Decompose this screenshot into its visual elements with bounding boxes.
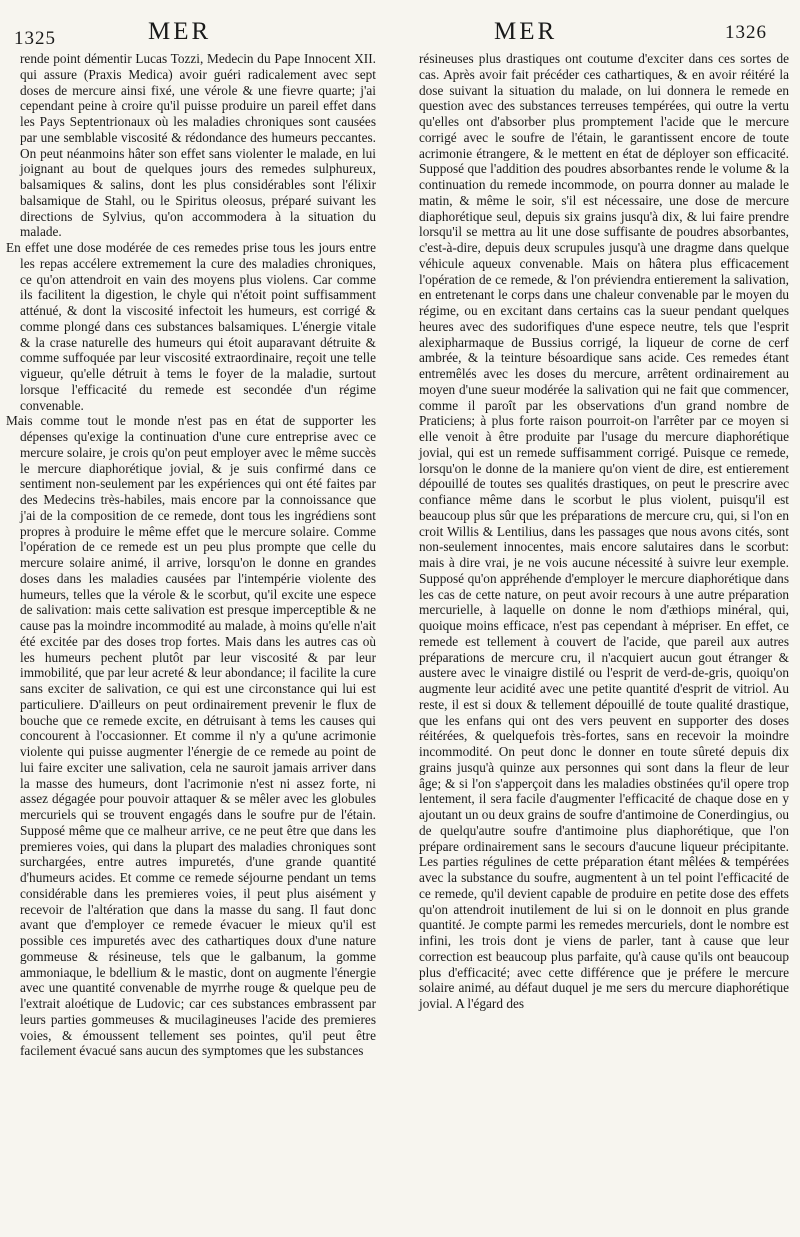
right-page-number: 1326 [725, 22, 767, 43]
right-running-head: MER [494, 18, 558, 45]
right-column [419, 51, 789, 1012]
paragraph: résineuses plus drastiques ont coutume d'exciter dans ces sortes de cas. Après avoir fait précéder ces cathartiques, & en avoir réitéré la dose suivant la situation du malade, on lui donnera le remede en question avec des substances terreuses tempérées, qui outre la vertu qu'elles ont d'absorber plus promptement l'acide que le mercure corrigé avec le soufre de l'étain, le garantissent encore de toute acrimonie étrangere, & le mettent en état de déployer son efficacité. Supposé que l'addition des poudres absorbantes rende le volume & la continuation du remede incommode, on pourra donner au malade le matin, & même le soir, s'il est nécessaire, une dose de mercure diaphorétique seul, depuis six grains jusqu'à dix, & lui faire prendre lorsqu'il se mettra au lit une dose suffisante de poudres absorbantes, c'est-à-dire, depuis deux scrupules jusqu'à une dragme dans quelque véhicule aqueux convenable. Mais on hâtera plus efficacement l'opération de ce remede, & l'on préviendra entierement la salivation, en entretenant le corps dans une chaleur convenable par le moyen du régime, ou en excitant dans certains cas la sueur pendant quelques heures avec des sudorifiques d'une espece neutre, tels que l'esprit alexipharmaque de Bussius corrigé, la liqueur de corne de cerf ambrée, & la teinture bésoardique sans acide. Ces remedes étant entremêlés avec les doses du mercure, arrêtent ordinairement au moyen d'une sueur modérée la salivation qui ne fait que commencer, comme il paroît par les observations d'un grand nombre de Praticiens; à plus forte raison pourroit-on l'arrêter par ce moyen si elle venoit à être produite par l'usage du mercure diaphorétique jovial, qui est un remede suffisamment corrigé. Puisque ce remede, lorsqu'on le donne de la maniere qu'on vient de dire, est entierement dépouillé de toutes ses qualités drastiques, on peut le prescrire avec confiance même dans le scorbut le plus violent, puisqu'il est beaucoup plus sûr que les préparations de mercure cru, qui, si l'on en croit Willis & Lentilius, dans les passages que nous avons cités, sont non-seulement innocentes, mais encore salutaires dans le scorbut: mais à dire vrai, je ne vois aucune nécessité à suivre leur exemple. Supposé qu'on appréhende d'employer le mercure diaphorétique dans les cas de cette nature, on peut avoir recours à une autre préparation mercurielle, à laquelle on donne le nom d'æthiops minéral, qui, quoique moins efficace, n'est pas cependant à mépriser. En effet, ce remede est tellement à couvert de l'acide, que pareil aux autres préparations de mercure cru, il n'acquiert aucun gout étranger & austere avec le vinaigre distilé ou l'esprit de verd-de-gris, quoiqu'on augmente leur acidité avec une petite quantité d'esprit de vitriol. Au reste, il est si doux & tellement dépouillé de toute qualité drastique, que les enfans qui ont des vers peuvent en supporter des doses réitérées, & quelquefois très-fortes, sans en recevoir la moindre incommodité. On peut donc le donner en toute sûreté depuis dix grains jusqu'à quinze aux personnes qui sont dans la fleur de leur âge; & si l'on s'apperçoit dans les maladies obstinées qu'il opere trop lentement, il sera facile d'augmenter l'efficacité de chaque dose en y ajoutant un ou deux grains de soufre d'antimoine de Conerdingius, ou de quelqu'autre soufre d'antimoine plus diaphorétique, que l'on prépare ordinairement sans le secours d'aucune liqueur précipitante. Les parties régulines de cette préparation étant mêlées & tempérées avec la substance du soufre, augmentent à un tel point l'efficacité de ce remede, qu'il devient capable de produire en petite dose des effets qu'on attendroit inutilement de lui si on le donnoit en plus grande quantité. Je compte parmi les remedes mercuriels, dont le nombre est infini, les trois dont je viens de parler, tant à cause que leur correction est beaucoup plus parfaite, qu'à cause qu'ils ont beaucoup plus d'efficacité; avec cette différence que je préfere le mercure solaire animé, au défaut duquel je me sers du mercure diaphorétique jovial. A l'égard des [419, 51, 789, 1011]
left-running-head: MER [148, 18, 212, 45]
paragraph: En effet une dose modérée de ces remedes prise tous les jours entre les repas accélere extremement la cure des maladies chroniques, ce qu'on attendroit en vain des moyens plus violens. Car comme ils facilitent la digestion, le chyle qui n'étoit point suffisamment atténué, & dont la viscosité infectoit les humeurs, est corrigé & comme plongé dans ces substances balsamiques. L'énergie vitale & la crase naturelle des humeurs qui étoit auparavant détruite & comme suffoquée par leur viscosité extraordinaire, reçoit une telle vigueur, qu'elle détruit à tems le foyer de la maladie, surtout lorsque l'efficacité du remede est secondée d'un régime convenable. [6, 240, 376, 413]
paragraph: Mais comme tout le monde n'est pas en état de supporter les dépenses qu'exige la continuation d'une cure entreprise avec ce mercure solaire, je crois qu'on peut employer avec le même succès le mercure diaphorétique jovial, & je suis confirmé dans ce sentiment non-seulement par les expériences qui ont été faites par des Medecins très-habiles, mais encore par la connoissance que j'ai de la composition de ce remede, dont tous les ingrédiens sont propres à produire le même effet que le mercure solaire. Comme l'opération de ce remede est un peu plus prompte que celle du mercure solaire animé, il arrive, lorsqu'on le donne en grandes doses dans les maladies causées par l'intempérie violente des humeurs, telles que la vérole & le scorbut, qu'il excite une espece de salivation: mais cette salivation est presque imperceptible & ne cause pas la moindre incommodité au malade, à moins qu'elle n'ait été excitée par des doses trop fortes. Mais dans les autres cas où les humeurs pechent plutôt par leur viscosité & par leur immobilité, que par leur acreté & leur abondance; il facilite la cure sans exciter de salivation, ce qui est une circonstance qui lui est particuliere. D'ailleurs on peut ordinairement prevenir le flux de bouche que ce remede excite, en détruisant à tems les causes qui concourent à l'occasionner. Et comme il n'y a qu'une acrimonie violente qui puisse augmenter l'énergie de ce remede au point de lui faire exciter une salivation, cela ne sauroit jamais arriver dans la masse des humeurs, dont l'acrimonie n'est ni assez forte, ni assez dégagée pour pouvoir attaquer & se mêler avec les globules mercuriels qui se trouvent engagés dans le soufre pur de l'étain. Supposé même que ce malheur arrive, ce ne peut être que dans les premieres voies, qui dans la plupart des maladies chroniques sont surchargées, entre autres impuretés, d'une grande quantité d'humeurs acides. Et comme ce remede séjourne pendant un tems considérable dans les premieres voies, il peut plus aisément y recevoir de l'altération que dans la masse du sang. Il faut donc avant que d'employer ce remede évacuer le mieux qu'il est possible ces impuretés avec des cathartiques doux d'une nature gommeuse & résineuse, tels que le galbanum, la gomme ammoniaque, le bdellium & le mastic, dont on augmente l'énergie avec une quantité convenable de myrrhe rouge & quelque peu de l'extrait aloétique de Ludovic; car ces substances embrassent par leurs parties gommeuses & mucilagineuses l'acide des premieres voies, & émoussent tellement ses pointes, qu'il peut être facilement évacué sans aucun des symptomes que les substances [6, 413, 376, 1059]
paragraph: rende point démentir Lucas Tozzi, Medecin du Pape Innocent XII. qui assure (Praxis Medica) avoir guéri radicalement avec sept doses de mercure ainsi fixé, une vérole & une fievre quarte; j'ai cependant peine à croire qu'il puisse produire un pareil effet dans les Pays Septentrionaux où les maladies chroniques sont causées par une semblable viscosité & rédondance des humeurs peccantes. On peut néanmoins hâter son effet sans violenter le malade, en lui joignant au bout de quelques jours des remedes sulphureux, balsamiques & salins, dont les plus considérables sont l'élixir balsamique de Stahl, ou le Spiritus oleosus, préparé suivant les directions de Sylvius, qu'on accommodera à la situation du malade. [20, 51, 376, 240]
left-column [6, 51, 376, 1059]
left-page-number: 1325 [14, 28, 56, 49]
